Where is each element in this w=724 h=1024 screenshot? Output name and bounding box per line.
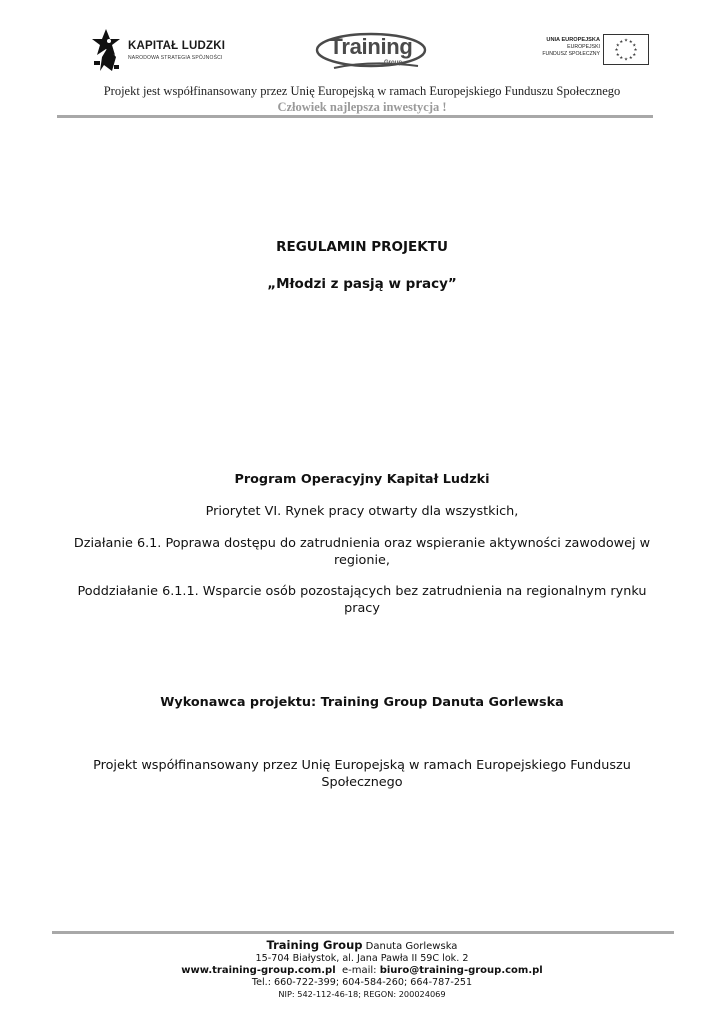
- project-name: „Młodzi z pasją w pracy”: [267, 276, 457, 292]
- kapital-ludzki-subtitle: NARODOWA STRATEGIA SPÓJNOŚCI: [128, 55, 223, 61]
- footer-divider: [52, 931, 674, 934]
- training-group-logo-sub: Group: [384, 60, 402, 66]
- kapital-ludzki-logo: [92, 27, 232, 73]
- eu-logo-line2: EUROPEJSKI: [567, 44, 600, 50]
- eu-star-icon: ★: [628, 39, 633, 45]
- footer-ids: NIP: 542-112-46-18; REGON: 200024069: [278, 989, 446, 999]
- eu-star-icon: ★: [615, 43, 620, 49]
- eu-logo-line1: UNIA EUROPEJSKA: [546, 37, 600, 43]
- eu-star-icon: ★: [628, 56, 633, 62]
- footer-company: [0, 938, 724, 952]
- kapital-ludzki-title: KAPITAŁ LUDZKI: [128, 40, 226, 52]
- header-divider: [57, 115, 653, 118]
- footer-company-name: Training Group: [266, 938, 363, 952]
- training-group-logo: [314, 30, 428, 74]
- eu-logo-line3: FUNDUSZ SPOŁECZNY: [542, 50, 600, 57]
- footer-address: 15-704 Białystok, al. Jana Pawła II 59C lok. 2: [255, 953, 469, 964]
- cofinancing-statement: Projekt współfinansowany przez Unię Europejską w ramach Europejskiego Funduszu Społecznego: [93, 758, 631, 790]
- eu-star-icon: ★: [619, 39, 624, 45]
- eu-star-icon: ★: [623, 38, 629, 44]
- kapital-ludzki-emblem-icon: [92, 27, 126, 73]
- eu-star-icon: ★: [633, 48, 638, 53]
- eu-star-icon: ★: [615, 52, 620, 58]
- eu-flag-icon: [603, 34, 649, 65]
- header-cofinancing-note: Projekt jest współfinansowany przez Unię Europejską w ramach Europejskiego Funduszu Społecznego: [103, 84, 621, 98]
- eu-star-icon: ★: [614, 48, 619, 53]
- eu-star-icon: ★: [632, 43, 637, 49]
- submeasure-text: Poddziałanie 6.1.1. Wsparcie osób pozostających bez zatrudnienia na regionalnym rynku pracy: [77, 584, 647, 616]
- eu-logo: [537, 34, 649, 66]
- header-motto: Człowiek najlepsza inwestycja !: [277, 100, 447, 114]
- eu-star-icon: ★: [619, 56, 624, 62]
- footer-email-link[interactable]: biuro@training-group.com.pl: [379, 965, 543, 976]
- footer-email-label: e-mail:: [335, 965, 380, 976]
- priority-text: Priorytet VI. Rynek pracy otwarty dla wszystkich,: [205, 504, 519, 519]
- footer-website-link[interactable]: www.training-group.com.pl: [181, 965, 336, 976]
- footer-company-owner: Danuta Gorlewska: [362, 941, 458, 952]
- training-group-logo-word: Training: [329, 34, 413, 59]
- eu-star-icon: ★: [632, 52, 637, 58]
- document-title: REGULAMIN PROJEKTU: [276, 239, 448, 255]
- eu-star-icon: ★: [623, 57, 629, 63]
- contractor-text: Wykonawca projektu: Training Group Danuta Gorlewska: [160, 695, 564, 710]
- measure-text: Działanie 6.1. Poprawa dostępu do zatrudnienia oraz wspieranie aktywności zawodowej w regionie,: [73, 536, 651, 568]
- program-name: Program Operacyjny Kapitał Ludzki: [234, 472, 490, 487]
- footer-contact: [0, 965, 724, 976]
- eu-logo-text: [542, 37, 600, 57]
- footer-phones: Tel.: 660-722-399; 604-584-260; 664-787-251: [251, 977, 473, 988]
